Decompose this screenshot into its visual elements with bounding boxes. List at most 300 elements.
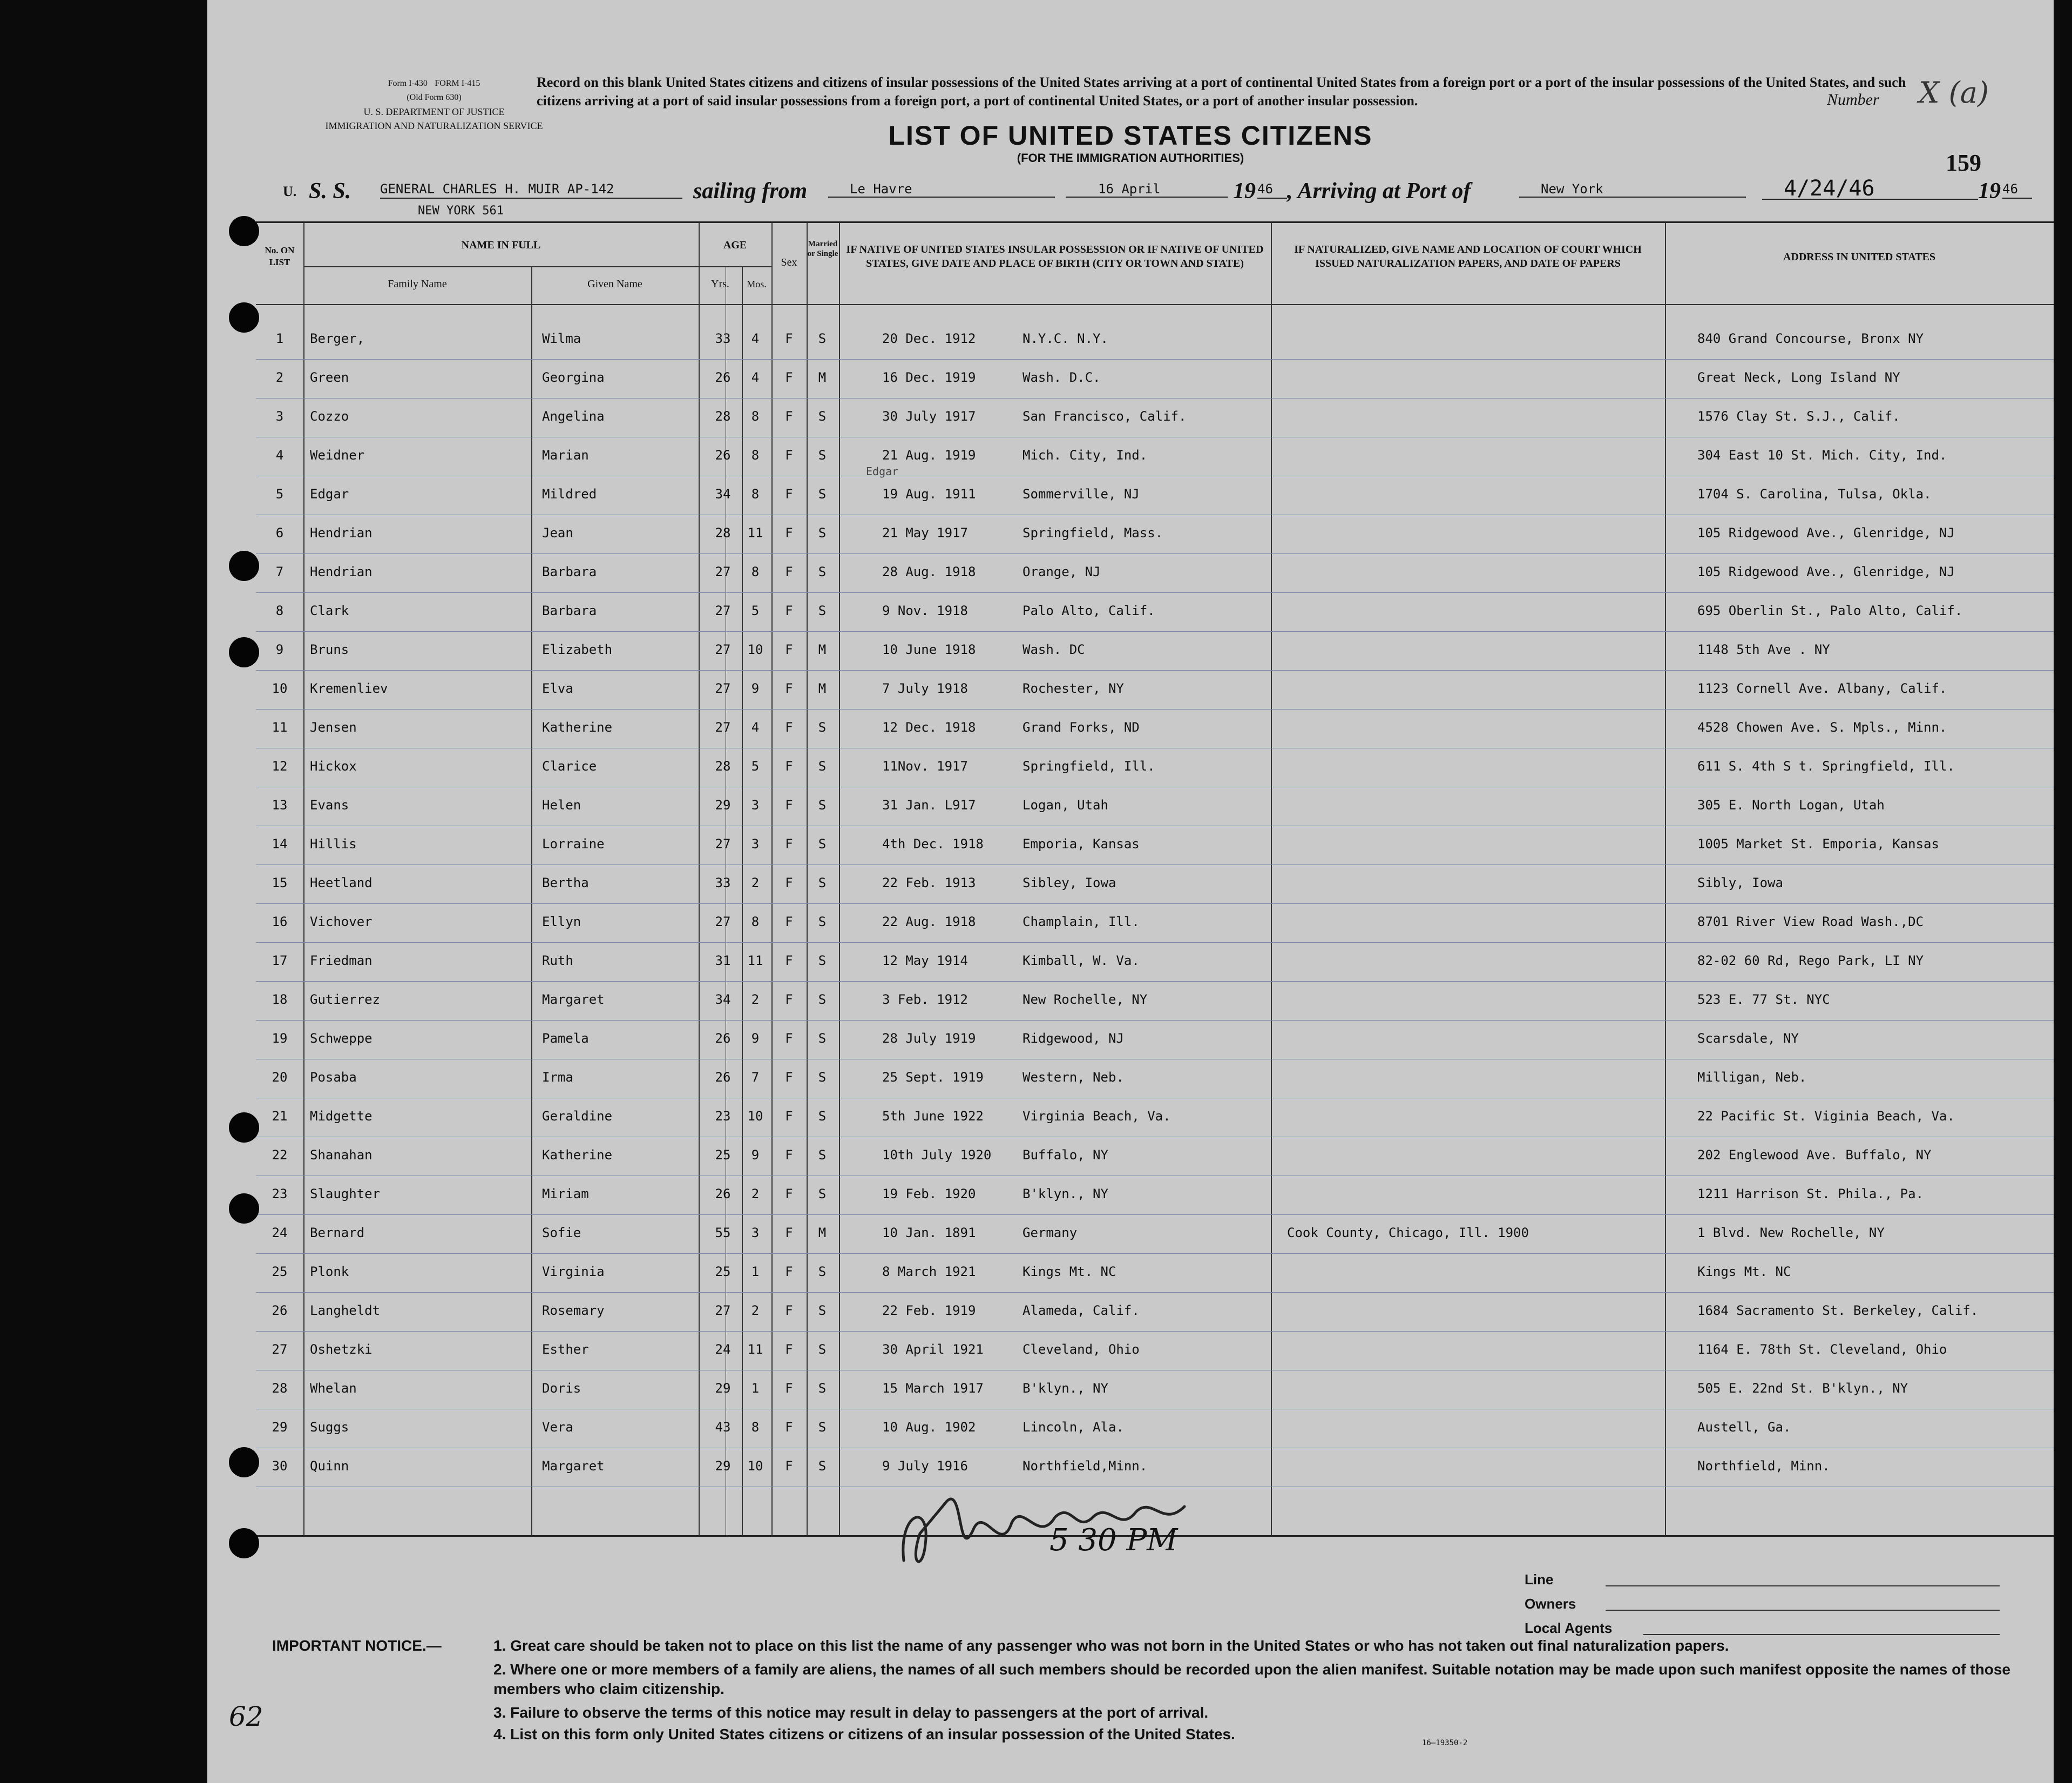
family-name: Shanahan	[310, 1147, 373, 1163]
row-number: 4	[275, 448, 284, 463]
age-months: 2	[751, 992, 760, 1007]
notice-item-1: 1. Great care should be taken not to place on this list the name of any passenger who was not born in the United States or who has not taken out final naturalization papers.	[493, 1637, 1729, 1654]
birth-date: 25 Sept. 1919	[882, 1070, 984, 1085]
sex: F	[785, 1381, 793, 1396]
sex: F	[785, 1031, 793, 1046]
agent-label-local-agents: Local Agents	[1525, 1620, 1613, 1636]
agent-line-line	[1525, 1571, 2000, 1588]
age-months: 8	[751, 1420, 760, 1435]
birth-date: 3 Feb. 1912	[882, 992, 968, 1007]
birth-place: Orange, NJ	[1023, 564, 1101, 579]
row-number: 10	[272, 681, 288, 696]
header-birth-place: IF NATIVE OF UNITED STATES INSULAR POSSESSION OR IF NATIVE OF UNITED STATES, GIVE DATE AND PLACE OF BIRTH (CITY OR TOWN AND STATE)	[846, 244, 1264, 269]
binder-hole	[229, 1112, 259, 1143]
family-name: Whelan	[310, 1381, 357, 1396]
sailing-from-label: sailing from	[693, 179, 808, 204]
row-number: 2	[275, 370, 284, 385]
row-number: 19	[272, 1031, 288, 1046]
family-name: Oshetzki	[310, 1342, 373, 1357]
sex: F	[785, 370, 793, 385]
table-row	[256, 865, 2054, 904]
given-name: Katherine	[542, 720, 613, 735]
table-row	[256, 515, 2054, 554]
us-address: 1 Blvd. New Rochelle, NY	[1697, 1225, 1885, 1240]
age-months: 3	[751, 1225, 760, 1240]
age-months: 4	[751, 370, 760, 385]
binder-hole	[229, 1193, 259, 1224]
marital-status: S	[818, 1420, 827, 1435]
old-form-number: (Old Form 630)	[407, 93, 462, 102]
age-months: 1	[751, 1381, 760, 1396]
given-name: Barbara	[542, 603, 597, 618]
table-row	[256, 1253, 2054, 1293]
sex: F	[785, 1264, 793, 1279]
birth-place: Springfield, Ill.	[1023, 759, 1155, 774]
age-years: 26	[715, 448, 731, 463]
age-years: 28	[715, 409, 731, 424]
sex: F	[785, 1109, 793, 1124]
marital-status: S	[818, 448, 827, 463]
header-name-in-full: NAME IN FULL	[461, 239, 541, 251]
birth-place: Logan, Utah	[1023, 798, 1108, 813]
birth-place: Western, Neb.	[1023, 1070, 1124, 1085]
birth-place: New Rochelle, NY	[1023, 992, 1148, 1007]
birth-place: Lincoln, Ala.	[1023, 1420, 1124, 1435]
binder-hole	[229, 1528, 259, 1558]
edgar-note: Edgar	[866, 465, 899, 478]
marital-status: S	[818, 1264, 827, 1279]
page-subtitle: (FOR THE IMMIGRATION AUTHORITIES)	[1017, 151, 1244, 165]
birth-date: 19 Aug. 1911	[882, 487, 976, 502]
birth-place: San Francisco, Calif.	[1023, 409, 1187, 424]
us-address: Northfield, Minn.	[1697, 1458, 1830, 1474]
family-name: Berger,	[310, 331, 365, 346]
arrival-port: New York	[1519, 181, 1746, 198]
age-years: 29	[715, 798, 731, 813]
row-number: 22	[272, 1147, 288, 1163]
form-alt-number: FORM I-415	[435, 79, 480, 88]
age-years: 26	[715, 1031, 731, 1046]
sex: F	[785, 642, 793, 657]
us-address: 505 E. 22nd St. B'klyn., NY	[1697, 1381, 1908, 1396]
age-years: 27	[715, 603, 731, 618]
age-months: 10	[747, 642, 763, 657]
family-name: Hillis	[310, 836, 357, 852]
us-address: Sibly, Iowa	[1697, 875, 1783, 890]
header-married-single: Married or Single	[807, 240, 838, 258]
marital-status: S	[818, 836, 827, 852]
header-age: AGE	[723, 239, 747, 251]
marital-status: S	[818, 1186, 827, 1201]
family-name: Weidner	[310, 448, 365, 463]
age-years: 27	[715, 914, 731, 929]
us-address: 1123 Cornell Ave. Albany, Calif.	[1697, 681, 1947, 696]
row-number: 14	[272, 836, 288, 852]
marital-status: S	[818, 1070, 827, 1085]
birth-date: 30 April 1921	[882, 1342, 984, 1357]
marital-status: S	[818, 1381, 827, 1396]
table-row	[256, 1370, 2054, 1409]
given-name: Miriam	[542, 1186, 589, 1201]
row-number: 27	[272, 1342, 288, 1357]
row-number: 25	[272, 1264, 288, 1279]
birth-date: 15 March 1917	[882, 1381, 984, 1396]
age-years: 29	[715, 1458, 731, 1474]
given-name: Barbara	[542, 564, 597, 579]
row-number: 7	[275, 564, 284, 579]
age-years: 34	[715, 487, 731, 502]
birth-date: 9 Nov. 1918	[882, 603, 968, 618]
age-years: 27	[715, 1303, 731, 1318]
given-name: Angelina	[542, 409, 605, 424]
us-address: 202 Englewood Ave. Buffalo, NY	[1697, 1147, 1932, 1163]
sex: F	[785, 1458, 793, 1474]
age-years: 23	[715, 1109, 731, 1124]
sex: F	[785, 1147, 793, 1163]
row-number: 1	[275, 331, 284, 346]
us-address: 1576 Clay St. S.J., Calif.	[1697, 409, 1900, 424]
us-address: 1684 Sacramento St. Berkeley, Calif.	[1697, 1303, 1979, 1318]
age-years: 26	[715, 370, 731, 385]
birth-place: Sommerville, NJ	[1023, 487, 1140, 502]
family-name: Friedman	[310, 953, 373, 968]
number-label: Number	[1827, 91, 1879, 109]
given-name: Pamela	[542, 1031, 589, 1046]
age-years: 33	[715, 331, 731, 346]
given-name: Bertha	[542, 875, 589, 890]
sex: F	[785, 448, 793, 463]
sex: F	[785, 1225, 793, 1240]
age-years: 28	[715, 525, 731, 541]
given-name: Margaret	[542, 1458, 605, 1474]
age-months: 9	[751, 1147, 760, 1163]
family-name: Hendrian	[310, 525, 373, 541]
binder-hole	[229, 637, 259, 667]
row-number: 16	[272, 914, 288, 929]
table-row	[256, 981, 2054, 1021]
sex: F	[785, 603, 793, 618]
marital-status: M	[818, 370, 827, 385]
age-months: 11	[747, 953, 763, 968]
birth-place: Kimball, W. Va.	[1023, 953, 1140, 968]
birth-place: N.Y.C. N.Y.	[1023, 331, 1108, 346]
family-name: Heetland	[310, 875, 373, 890]
notice-item-2: 2. Where one or more members of a family are aliens, the names of all such members should be recorded upon the alien manifest. Suitable notation may be made upon such manifest opposite the names of those members who claim citizenship.	[493, 1661, 2010, 1697]
birth-date: 10th July 1920	[882, 1147, 992, 1163]
vessel-prefix: U.	[283, 184, 297, 199]
binder-hole	[229, 302, 259, 333]
manifest-sheet	[207, 0, 2054, 1783]
table-row	[256, 1292, 2054, 1332]
us-address: 1148 5th Ave . NY	[1697, 642, 1830, 657]
binder-hole	[229, 216, 259, 246]
birth-date: 12 Dec. 1918	[882, 720, 976, 735]
given-name: Mildred	[542, 487, 597, 502]
birth-date: 28 July 1919	[882, 1031, 976, 1046]
sailing-date: 16 April	[1066, 181, 1228, 198]
us-address: 105 Ridgewood Ave., Glenridge, NJ	[1697, 525, 1955, 541]
birth-place: Palo Alto, Calif.	[1023, 603, 1155, 618]
birth-date: 11Nov. 1917	[882, 759, 968, 774]
age-months: 3	[751, 836, 760, 852]
given-name: Georgina	[542, 370, 605, 385]
birth-date: 20 Dec. 1912	[882, 331, 976, 346]
sex: F	[785, 992, 793, 1007]
row-number: 20	[272, 1070, 288, 1085]
row-number: 18	[272, 992, 288, 1007]
header-number: No. ON LIST	[265, 245, 295, 267]
age-months: 8	[751, 448, 760, 463]
sex: F	[785, 875, 793, 890]
given-name: Helen	[542, 798, 581, 813]
birth-date: 7 July 1918	[882, 681, 968, 696]
age-months: 2	[751, 1186, 760, 1201]
age-months: 9	[751, 1031, 760, 1046]
marital-status: S	[818, 992, 827, 1007]
family-name: Green	[310, 370, 349, 385]
given-name: Virginia	[542, 1264, 605, 1279]
table-row	[256, 709, 2054, 748]
birth-place: Champlain, Ill.	[1023, 914, 1140, 929]
sex: F	[785, 1342, 793, 1357]
header-given-name: Given Name	[587, 278, 642, 290]
row-number: 9	[275, 642, 284, 657]
age-years: 27	[715, 720, 731, 735]
marital-status: S	[818, 331, 827, 346]
birth-date: 9 July 1916	[882, 1458, 968, 1474]
family-name: Clark	[310, 603, 349, 618]
family-name: Hendrian	[310, 564, 373, 579]
birth-date: 10 Aug. 1902	[882, 1420, 976, 1435]
header-naturalization: IF NATURALIZED, GIVE NAME AND LOCATION OF COURT WHICH ISSUED NATURALIZATION PAPERS, AND DATE OF PAPERS	[1294, 244, 1642, 269]
age-years: 27	[715, 642, 731, 657]
given-name: Irma	[542, 1070, 573, 1085]
header-months: Mos.	[747, 279, 767, 289]
age-months: 2	[751, 875, 760, 890]
table-row	[256, 437, 2054, 476]
marital-status: S	[818, 875, 827, 890]
age-months: 5	[751, 759, 760, 774]
family-name: Midgette	[310, 1109, 373, 1124]
family-name: Edgar	[310, 487, 349, 502]
age-years: 29	[715, 1381, 731, 1396]
table-row	[256, 826, 2054, 865]
age-months: 11	[747, 1342, 763, 1357]
age-months: 2	[751, 1303, 760, 1318]
table-row	[256, 1098, 2054, 1137]
marital-status: S	[818, 525, 827, 541]
family-name: Cozzo	[310, 409, 349, 424]
age-years: 43	[715, 1420, 731, 1435]
department-name: U. S. DEPARTMENT OF JUSTICE	[363, 106, 505, 117]
row-number: 28	[272, 1381, 288, 1396]
form-number: Form I-430	[388, 79, 428, 88]
sailing-year-prefix: 19	[1233, 179, 1256, 204]
birth-date: 30 July 1917	[882, 409, 976, 424]
age-months: 9	[751, 681, 760, 696]
birth-date: 22 Feb. 1913	[882, 875, 976, 890]
age-months: 7	[751, 1070, 760, 1085]
page-title: LIST OF UNITED STATES CITIZENS	[888, 120, 1373, 151]
birth-date: 22 Feb. 1919	[882, 1303, 976, 1318]
family-name: Suggs	[310, 1420, 349, 1435]
notice-item-3: 3. Failure to observe the terms of this notice may result in delay to passengers at the port of arrival.	[493, 1704, 1209, 1721]
header-years: Yrs.	[711, 278, 729, 290]
row-number: 3	[275, 409, 284, 424]
us-address: 1164 E. 78th St. Cleveland, Ohio	[1697, 1342, 1947, 1357]
vessel-ss-label: S. S.	[309, 179, 351, 204]
birth-place: B'klyn., NY	[1023, 1186, 1108, 1201]
table-row	[256, 476, 2054, 515]
arriving-label: , Arriving at Port of	[1287, 179, 1471, 204]
marital-status: S	[818, 953, 827, 968]
us-address: 695 Oberlin St., Palo Alto, Calif.	[1697, 603, 1963, 618]
birth-place: Wash. DC	[1023, 642, 1085, 657]
header-sex: Sex	[781, 256, 797, 268]
birth-date: 10 June 1918	[882, 642, 976, 657]
sex: F	[785, 409, 793, 424]
footer-code: 16—19350-2	[1422, 1739, 1468, 1747]
birth-date: 21 May 1917	[882, 525, 968, 541]
table-row	[256, 787, 2054, 826]
given-name: Wilma	[542, 331, 581, 346]
row-number: 17	[272, 953, 288, 968]
notice-heading: IMPORTANT NOTICE.—	[272, 1637, 442, 1654]
given-name: Esther	[542, 1342, 589, 1357]
age-years: 27	[715, 564, 731, 579]
marital-status: S	[818, 1031, 827, 1046]
row-number: 30	[272, 1458, 288, 1474]
us-address: 523 E. 77 St. NYC	[1697, 992, 1830, 1007]
birth-place: Sibley, Iowa	[1023, 875, 1116, 890]
birth-place: Northfield,Minn.	[1023, 1458, 1148, 1474]
birth-place: Alameda, Calif.	[1023, 1303, 1140, 1318]
marital-status: S	[818, 564, 827, 579]
marital-status: M	[818, 1225, 827, 1240]
service-name: IMMIGRATION AND NATURALIZATION SERVICE	[325, 120, 543, 131]
age-years: 27	[715, 681, 731, 696]
given-name: Sofie	[542, 1225, 581, 1240]
birth-place: Rochester, NY	[1023, 681, 1124, 696]
table-row	[256, 1331, 2054, 1370]
given-name: Ruth	[542, 953, 573, 968]
family-name: Hickox	[310, 759, 357, 774]
age-years: 28	[715, 759, 731, 774]
birth-date: 19 Feb. 1920	[882, 1186, 976, 1201]
family-name: Gutierrez	[310, 992, 381, 1007]
sex: F	[785, 331, 793, 346]
age-months: 10	[747, 1458, 763, 1474]
row-number: 5	[275, 487, 284, 502]
birth-place: Emporia, Kansas	[1023, 836, 1140, 852]
row-number: 13	[272, 798, 288, 813]
marital-status: S	[818, 1458, 827, 1474]
us-address: Scarsdale, NY	[1697, 1031, 1799, 1046]
us-address: 22 Pacific St. Viginia Beach, Va.	[1697, 1109, 1955, 1124]
birth-place: Kings Mt. NC	[1023, 1264, 1116, 1279]
inspection-time: 5 30 PM	[1049, 1523, 1178, 1558]
sailing-from-port: Le Havre	[828, 181, 1055, 198]
sex: F	[785, 525, 793, 541]
family-name: Langheldt	[310, 1303, 381, 1318]
age-years: 24	[715, 1342, 731, 1357]
birth-place: Germany	[1023, 1225, 1078, 1240]
birth-place: Buffalo, NY	[1023, 1147, 1108, 1163]
marital-status: S	[818, 720, 827, 735]
given-name: Elva	[542, 681, 573, 696]
agent-line-owners	[1525, 1596, 2000, 1612]
row-number: 29	[272, 1420, 288, 1435]
family-name: Slaughter	[310, 1186, 381, 1201]
us-address: 82-02 60 Rd, Rego Park, LI NY	[1697, 953, 1924, 968]
passenger-table	[256, 221, 2054, 1537]
us-address: 611 S. 4th S t. Springfield, Ill.	[1697, 759, 1955, 774]
row-number: 12	[272, 759, 288, 774]
row-number: 21	[272, 1109, 288, 1124]
age-years: 31	[715, 953, 731, 968]
agent-line-local-agents	[1525, 1620, 2000, 1637]
birth-place: B'klyn., NY	[1023, 1381, 1108, 1396]
header-family-name: Family Name	[388, 278, 447, 290]
row-number: 6	[275, 525, 284, 541]
row-number: 26	[272, 1303, 288, 1318]
sex: F	[785, 953, 793, 968]
given-name: Katherine	[542, 1147, 613, 1163]
age-months: 11	[747, 525, 763, 541]
sex: F	[785, 914, 793, 929]
marital-status: S	[818, 1303, 827, 1318]
table-row	[256, 631, 2054, 671]
table-row	[256, 1137, 2054, 1176]
marital-status: S	[818, 603, 827, 618]
row-number: 23	[272, 1186, 288, 1201]
family-name: Bernard	[310, 1225, 365, 1240]
sex: F	[785, 836, 793, 852]
family-name: Posaba	[310, 1070, 357, 1085]
given-name: Clarice	[542, 759, 597, 774]
age-months: 8	[751, 564, 760, 579]
marital-status: M	[818, 642, 827, 657]
arrival-year-suffix: 46	[2002, 181, 2032, 199]
header-address: ADDRESS IN UNITED STATES	[1783, 251, 1936, 263]
row-number: 15	[272, 875, 288, 890]
age-months: 5	[751, 603, 760, 618]
family-name: Quinn	[310, 1458, 349, 1474]
sex: F	[785, 681, 793, 696]
family-name: Plonk	[310, 1264, 349, 1279]
table-row	[256, 320, 2054, 360]
vessel-name: GENERAL CHARLES H. MUIR AP-142	[380, 181, 682, 199]
given-name: Vera	[542, 1420, 573, 1435]
birth-date: 5th June 1922	[882, 1109, 984, 1124]
age-years: 25	[715, 1147, 731, 1163]
given-name: Doris	[542, 1381, 581, 1396]
age-months: 4	[751, 331, 760, 346]
us-address: Austell, Ga.	[1697, 1420, 1791, 1435]
binder-hole	[229, 551, 259, 581]
given-name: Jean	[542, 525, 573, 541]
sex: F	[785, 564, 793, 579]
given-name: Ellyn	[542, 914, 581, 929]
arrival-date: 4/24/46	[1762, 176, 1978, 200]
age-years: 55	[715, 1225, 731, 1240]
age-years: 25	[715, 1264, 731, 1279]
number-value: X (a)	[1919, 76, 1989, 110]
birth-date: 16 Dec. 1919	[882, 370, 976, 385]
age-years: 26	[715, 1186, 731, 1201]
us-address: 840 Grand Concourse, Bronx NY	[1697, 331, 1924, 346]
sex: F	[785, 1303, 793, 1318]
